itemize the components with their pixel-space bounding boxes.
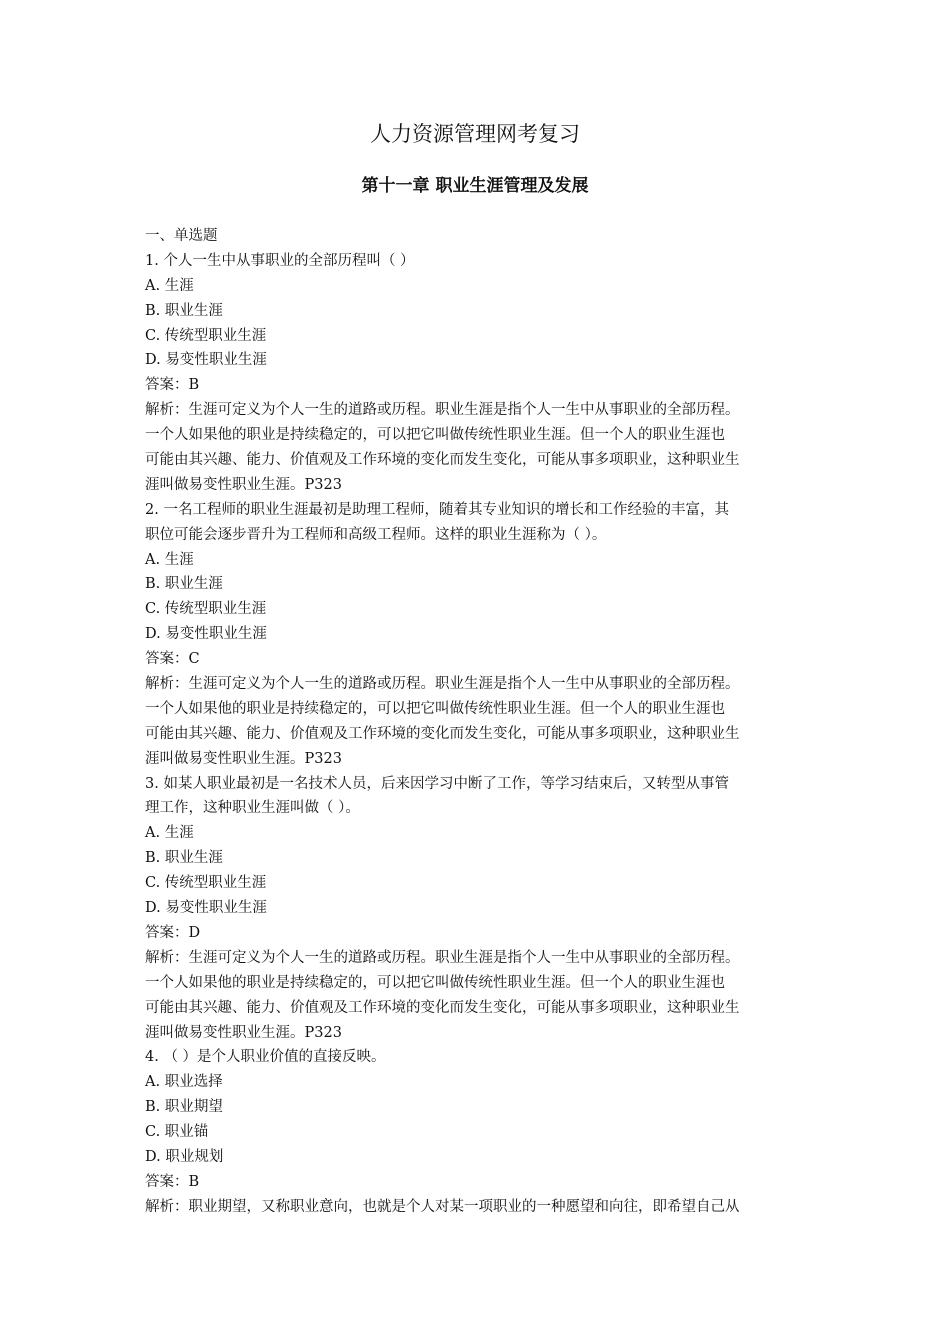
analysis-line: 涯叫做易变性职业生涯。P323 (145, 1024, 342, 1041)
analysis-line: 涯叫做易变性职业生涯。P323 (145, 476, 342, 493)
question-4 (145, 1045, 815, 1219)
document-body (145, 224, 815, 1220)
option-b: B. 职业生涯 (145, 576, 223, 593)
analysis-line: 涯叫做易变性职业生涯。P323 (145, 750, 342, 767)
option-b: B. 职业生涯 (145, 850, 223, 867)
question-stem: 1. 个人一生中从事职业的全部历程叫（ ） (145, 252, 415, 269)
answer: 答案：C (145, 651, 200, 668)
question-stem: 理工作，这种职业生涯叫做（ ）。 (145, 800, 360, 817)
analysis-line: 解析：生涯可定义为个人一生的道路或历程。职业生涯是指个人一生中从事职业的全部历程。 (145, 949, 740, 966)
question-stem: 4. （ ）是个人职业价值的直接反映。 (145, 1049, 386, 1066)
option-d: D. 易变性职业生涯 (145, 352, 267, 369)
question-stem: 职位可能会逐步晋升为工程师和高级工程师。这样的职业生涯称为（ ）。 (145, 526, 607, 543)
answer: 答案：B (145, 377, 200, 394)
option-d: D. 易变性职业生涯 (145, 626, 267, 643)
analysis-line: 解析：职业期望，又称职业意向，也就是个人对某一项职业的一种愿望和向往，即希望自己从 (145, 1198, 740, 1215)
option-a: A. 职业选择 (145, 1074, 223, 1091)
option-c: C. 传统型职业生涯 (145, 601, 267, 618)
option-c: C. 职业锚 (145, 1124, 209, 1141)
question-2 (145, 498, 815, 772)
option-a: A. 生涯 (145, 277, 194, 294)
analysis-line: 可能由其兴趣、能力、价值观及工作环境的变化而发生变化，可能从事多项职业，这种职业生 (145, 999, 740, 1016)
question-1 (145, 249, 815, 498)
chapter-title: 第十一章 职业生涯管理及发展 (361, 176, 589, 196)
option-b: B. 职业生涯 (145, 302, 223, 319)
document-title: 人力资源管理网考复习 (370, 122, 580, 146)
section-heading: 一、单选题 (145, 228, 218, 244)
option-b: B. 职业期望 (145, 1099, 223, 1116)
answer: 答案：D (145, 924, 201, 941)
analysis-line: 可能由其兴趣、能力、价值观及工作环境的变化而发生变化，可能从事多项职业，这种职业生 (145, 452, 740, 469)
option-d: D. 易变性职业生涯 (145, 900, 267, 917)
analysis-line: 解析：生涯可定义为个人一生的道路或历程。职业生涯是指个人一生中从事职业的全部历程。 (145, 676, 740, 693)
option-c: C. 传统型职业生涯 (145, 327, 267, 344)
question-3 (145, 772, 815, 1046)
analysis-line: 解析：生涯可定义为个人一生的道路或历程。职业生涯是指个人一生中从事职业的全部历程。 (145, 402, 740, 419)
answer: 答案：B (145, 1173, 200, 1190)
question-stem: 2. 一名工程师的职业生涯最初是助理工程师，随着其专业知识的增长和工作经验的丰富，其 (145, 501, 729, 518)
analysis-line: 一个人如果他的职业是持续稳定的，可以把它叫做传统性职业生涯。但一个人的职业生涯也 (145, 427, 725, 444)
analysis-line: 一个人如果他的职业是持续稳定的，可以把它叫做传统性职业生涯。但一个人的职业生涯也 (145, 700, 725, 717)
option-d: D. 职业规划 (145, 1148, 224, 1165)
option-c: C. 传统型职业生涯 (145, 875, 267, 892)
question-stem: 3. 如某人职业最初是一名技术人员，后来因学习中断了工作，等学习结束后，又转型从事管 (145, 775, 729, 792)
option-a: A. 生涯 (145, 825, 194, 842)
analysis-line: 一个人如果他的职业是持续稳定的，可以把它叫做传统性职业生涯。但一个人的职业生涯也 (145, 974, 725, 991)
option-a: A. 生涯 (145, 551, 194, 568)
analysis-line: 可能由其兴趣、能力、价值观及工作环境的变化而发生变化，可能从事多项职业，这种职业生 (145, 725, 740, 742)
